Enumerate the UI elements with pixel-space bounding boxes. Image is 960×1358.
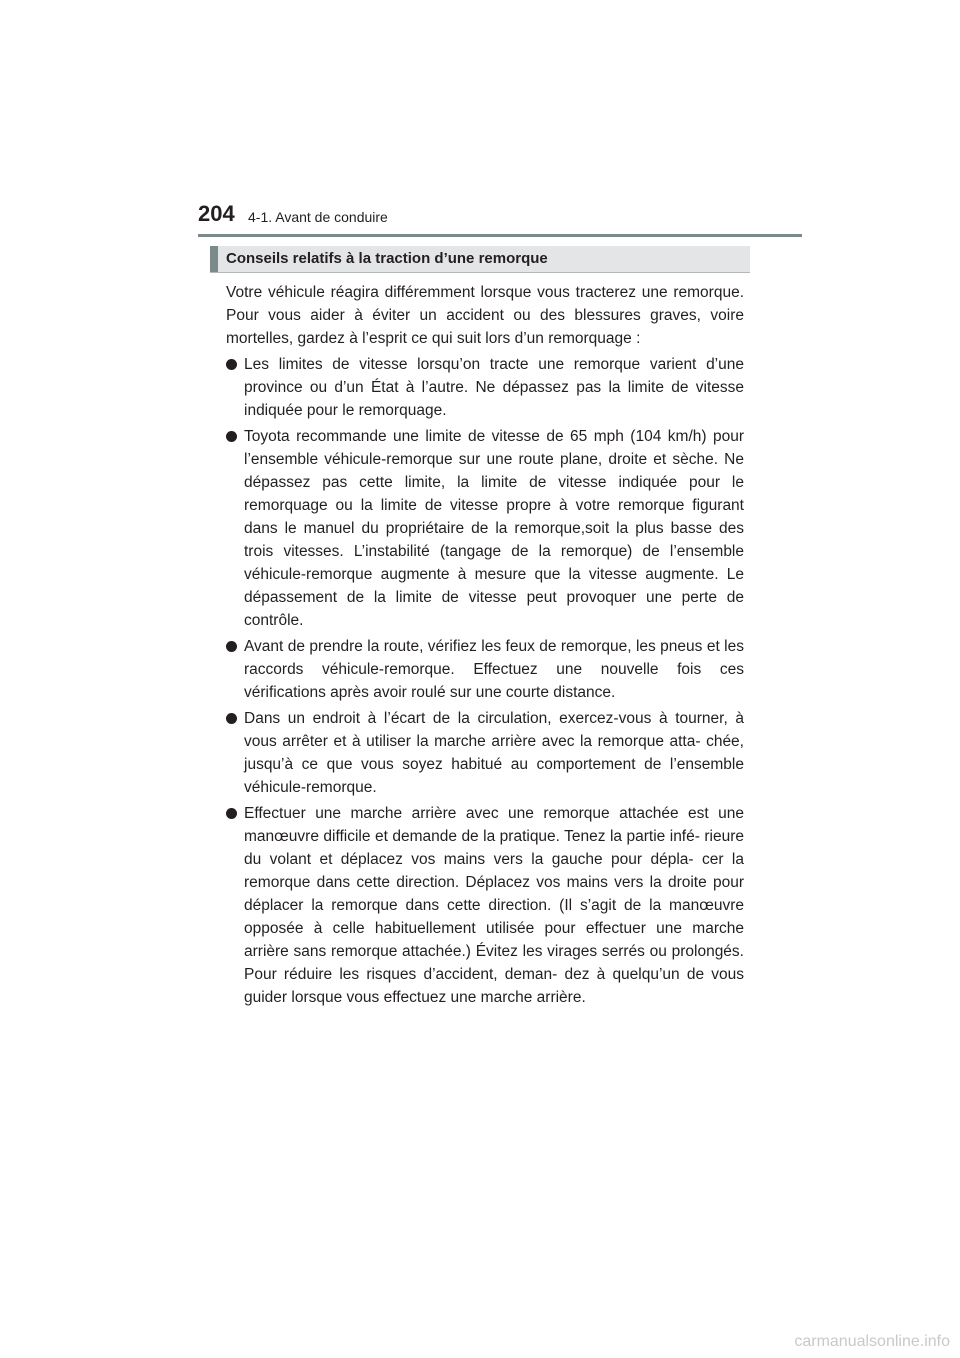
bullet-dot-icon [226,359,237,370]
list-item [226,635,744,704]
bullet-text: Avant de prendre la route, vérifiez les feux de remorque, les pneus et les raccords véhicule-remorque. Effectuez une nouvelle fois ces vérifications après avoir roulé sur une courte distance. [244,638,744,701]
list-item [226,707,744,799]
bullet-dot-icon [226,808,237,819]
section-title: Conseils relatifs à la traction d’une remorque [226,250,548,267]
bullet-list [226,353,744,1009]
page-number: 204 [198,201,235,226]
bullet-dot-icon [226,431,237,442]
watermark: carmanualsonline.info [794,1333,950,1350]
section-accent-bar [210,246,218,272]
bullet-text: Les limites de vitesse lorsqu’on tracte une remorque varient d’une province ou d’un État à l’autre. Ne dépassez pas la limite de vitesse indiquée pour le remorquage. [244,356,744,419]
section-header [210,246,750,273]
bullet-dot-icon [226,713,237,724]
list-item [226,353,744,422]
bullet-text: Effectuer une marche arrière avec une remorque attachée est une manœuvre difficile et demande de la pratique. Tenez la partie infé- rieure du volant et déplacez vos mains vers la gauche pour dépla- cer la remorque dans cette direction. Déplacez vos mains vers la droite pour déplacer la remorque dans cette direction. (Il s’agit de la manœuvre opposée à celle habituellement utilisée pour effectuer une marche arrière sans remorque attachée.) Évitez les virages serrés ou prolongés. Pour réduire les risques d’accident, deman- dez à quelqu’un de vous guider lorsque vous effectuez une marche arrière. [244,805,744,1006]
bullet-dot-icon [226,641,237,652]
bullet-text: Toyota recommande une limite de vitesse de 65 mph (104 km/h) pour l’ensemble véhicule-remorque sur une route plane, droite et sèche. Ne dépassez pas cette limite, la limite de vitesse indiquée pour le remorquage ou la limite de vitesse propre à votre remorque figurant dans le manuel du propriétaire de la remorque,soit la plus basse des trois vitesses. L’instabilité (tangage de la remorque) de l’ensemble véhicule-remorque augmente à mesure que la vitesse augmente. Le dépassement de la limite de vitesse peut provoquer une perte de contrôle. [244,428,744,629]
list-item [226,425,744,632]
list-item [226,802,744,1009]
body-content [226,281,744,1012]
chapter-title: 4-1. Avant de conduire [248,209,388,225]
page-header [198,200,802,237]
bullet-text: Dans un endroit à l’écart de la circulation, exercez-vous à tourner, à vous arrêter et à utiliser la marche arrière avec la remorque atta- chée, jusqu’à ce que vous soyez habitué au comportement de l’ensemble véhicule-remorque. [244,710,744,796]
intro-paragraph: Votre véhicule réagira différemment lorsque vous tracterez une remorque. Pour vous aider à éviter un accident ou des blessures graves, voire mortelles, gardez à l’esprit ce qui suit lors d’un remorquage : [226,284,744,347]
